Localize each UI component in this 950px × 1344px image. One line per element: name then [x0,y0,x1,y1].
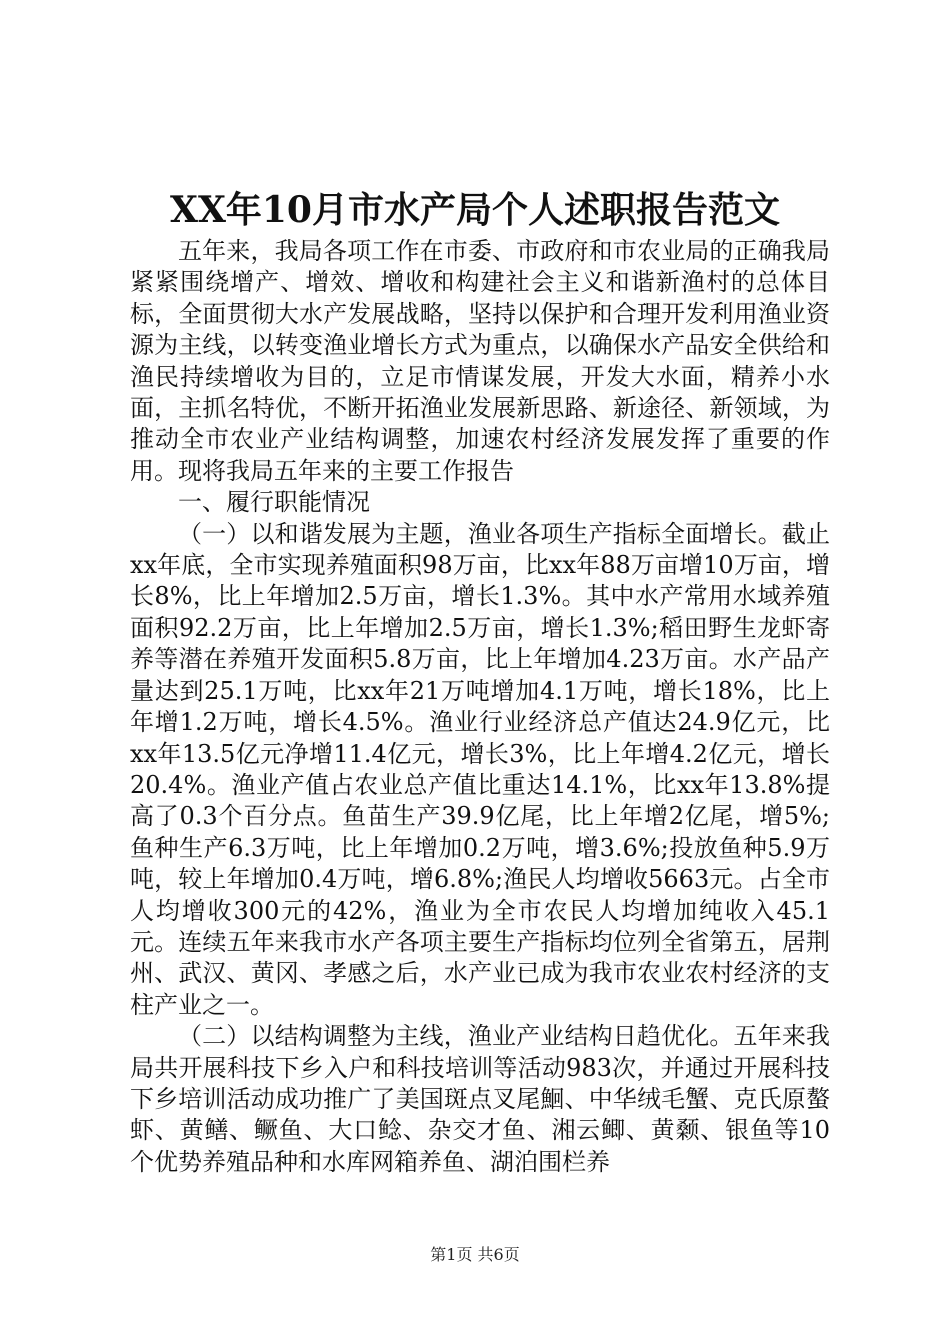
document-title: XX年10月市水产局个人述职报告范文 [170,189,780,231]
page-number: 第1页 共6页 [430,1245,520,1264]
intro-paragraph: 五年来，我局各项工作在市委、市政府和市农业局的正确我局紧紧围绕增产、增效、增收和构建社会主义和谐新渔村的总体目标，全面贯彻大水产发展战略，坚持以保护和合理开发利用渔业资源为主线，以转变渔业增长方式为重点，以确保水产品安全供给和渔民持续增收为目的，立足市情谋发展，开发大水面，精养小水面，主抓名特优，不断开拓渔业发展新思路、新途径、新领域，为推动全市农业产业结构调整，加速农村经济发展发挥了重要的作用。现将我局五年来的主要工作报告 [130,237,830,485]
subsection-paragraph-2: （二）以结构调整为主线，渔业产业结构日趋优化。五年来我局共开展科技下乡入户和科技培训等活动983次，并通过开展科技下乡培训活动成功推广了美国斑点叉尾鮰、中华绒毛蟹、克氏原螯虾、黄鳝、鳜鱼、大口鲶、杂交才鱼、湘云鲫、黄颡、银鱼等10个优势养殖品种和水库网箱养鱼、湖泊围栏养 [130,1022,830,1176]
subsection-paragraph-1: （一）以和谐发展为主题，渔业各项生产指标全面增长。截止xx年底，全市实现养殖面积98万亩，比xx年88万亩增10万亩，增长8%，比上年增加2.5万亩，增长1.3%。其中水产常用水域养殖面积92.2万亩，比上年增加2.5万亩，增长1.3%;稻田野生龙虾寄养等潜在养殖开发面积5.8万亩，比上年增加4.23万亩。水产品产量达到25.1万吨，比xx年21万吨增加4.1万吨，增长18%，比上年增1.2万吨，增长4.5%。渔业行业经济总产值达24.9亿元，比xx年13.5亿元净增11.4亿元，增长3%，比上年增4.2亿元，增长20.4%。渔业产值占农业总产值比重达14.1%，比xx年13.8%提高了0.3个百分点。鱼苗生产39.9亿尾，比上年增2亿尾，增5%;鱼种生产6.3万吨，比上年增加0.2万吨，增3.6%;投放鱼种5.9万吨，较上年增加0.4万吨，增6.8%;渔民人均增收5663元。占全市人均增收300元的42%，渔业为全市农民人均增加纯收入45.1元。连续五年来我市水产各项主要生产指标均位列全省第五，居荆州、武汉、黄冈、孝感之后，水产业已成为我市农业农村经济的支柱产业之一。 [130,519,830,1019]
section-heading: 一、履行职能情况 [178,488,370,517]
document-body [130,236,830,1178]
